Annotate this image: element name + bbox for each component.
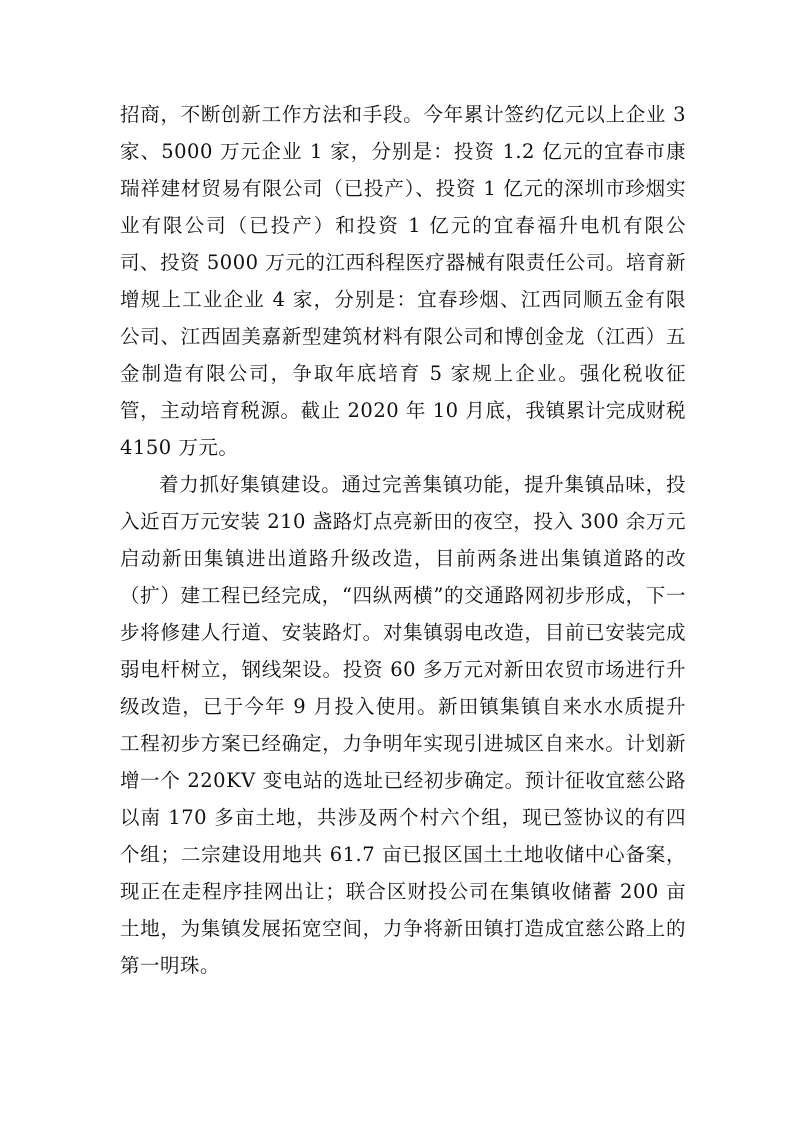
- paragraph-town-construction: 着力抓好集镇建设。通过完善集镇功能，提升集镇品味，投入近百万元安装 210 盏路灯点亮新田的夜空，投入 300 余万元启动新田集镇进出道路升级改造，目前两条进出集镇道路的改（扩）建工程已经完成，“四纵两横”的交通路网初步形成，下一步将修建人行道、安装路灯。对集镇弱电改造，目前已安装完成弱电杆树立，钢线架设。投资 60 多万元对新田农贸市场进行升级改造，已于今年 9 月投入使用。新田镇集镇自来水水质提升工程初步方案已经确定，力争明年实现引进城区自来水。计划新增一个 220KV 变电站的选址已经初步确定。预计征收宜慈公路以南 170 多亩土地，共涉及两个村六个组，现已签协议的有四个组；二宗建设用地共 61.7 亩已报区国土土地收储中心备案，现正在走程序挂网出让；联合区财投公司在集镇收储蓄 200 亩土地，为集镇发展拓宽空间，力争将新田镇打造成宜慈公路上的第一明珠。: [120, 473, 686, 977]
- body-text: [120, 96, 686, 984]
- paragraph-investment: 招商，不断创新工作方法和手段。今年累计签约亿元以上企业 3 家、5000 万元企业 1 家，分别是：投资 1.2 亿元的宜春市康瑞祥建材贸易有限公司（已投产）、投资 1 亿元的深圳市珍烟实业有限公司（已投产）和投资 1 亿元的宜春福升电机有限公司、投资 5000 万元的江西科程医疗器械有限责任公司。培育新增规上工业企业 4 家，分别是：宜春珍烟、江西同顺五金有限公司、江西固美嘉新型建筑材料有限公司和博创金龙（江西）五金制造有限公司，争取年底培育 5 家规上企业。强化税收征管，主动培育税源。截止 2020 年 10 月底，我镇累计完成财税 4150 万元。: [120, 103, 686, 459]
